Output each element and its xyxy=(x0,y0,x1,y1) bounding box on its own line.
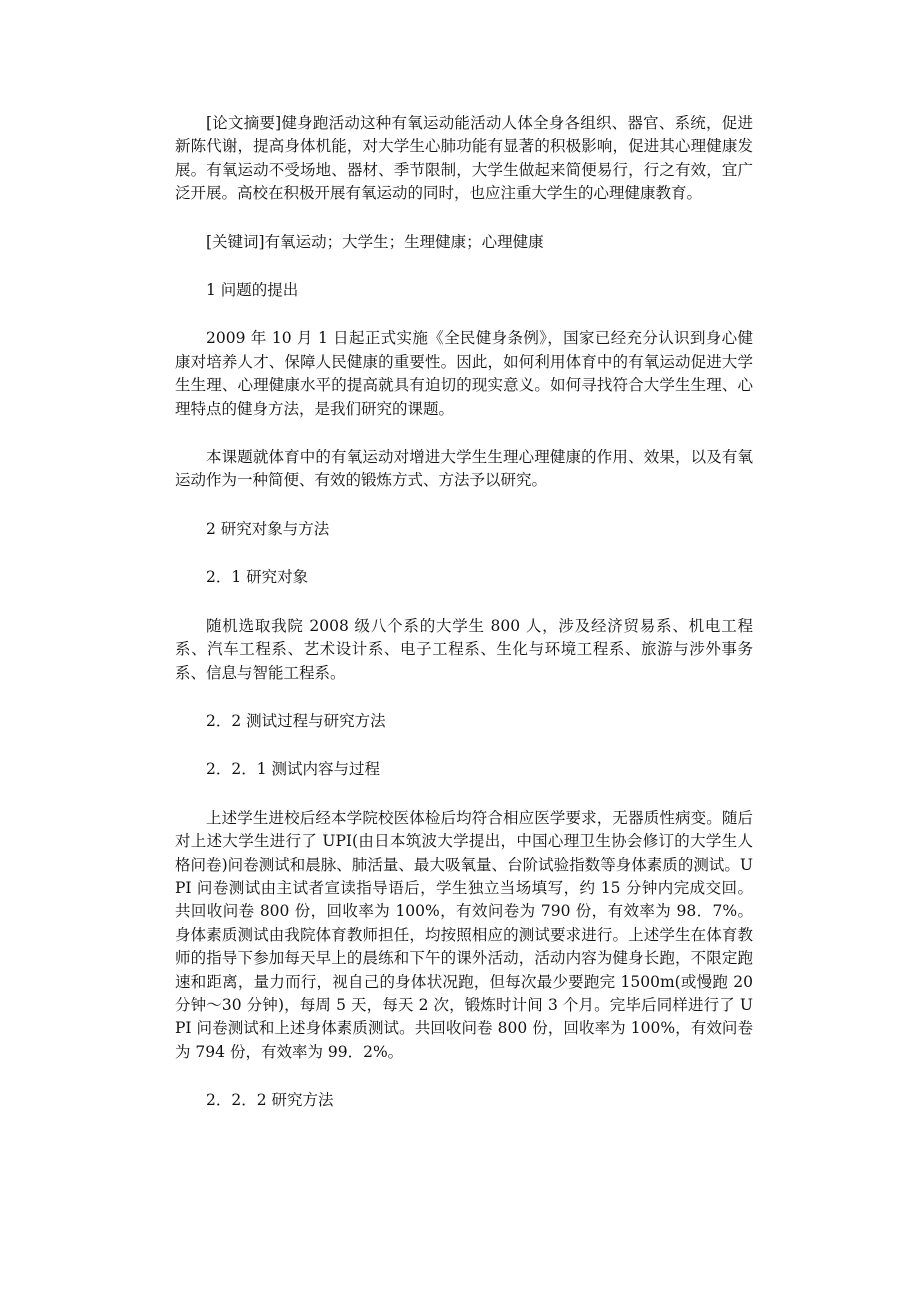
document-body xyxy=(175,112,753,1113)
section-2-1-paragraph: 随机选取我院 2008 级八个系的大学生 800 人，涉及经济贸易系、机电工程系、汽车工程系、艺术设计系、电子工程系、生化与环境工程系、旅游与涉外事务系、信息与智能工程系。 xyxy=(175,616,753,682)
section-1-paragraph-2: 本课题就体育中的有氧运动对增进大学生生理心理健康的作用、效果，以及有氧运动作为一种简便、有效的锻炼方式、方法予以研究。 xyxy=(175,448,753,490)
section-2-heading: 2 研究对象与方法 xyxy=(206,519,330,538)
section-1-paragraph-1: 2009 年 10 月 1 日起正式实施《全民健身条例》，国家已经充分认识到身心健康对培养人才、保障人民健康的重要性。因此，如何利用体育中的有氧运动促进大学生生理、心理健康水平的提高就具有迫切的现实意义。如何寻找符合大学生生理、心理特点的健身方法，是我们研究的课题。 xyxy=(175,329,753,418)
abstract-paragraph: [论文摘要]健身跑活动这种有氧运动能活动人体全身各组织、器官、系统，促进新陈代谢，提高身体机能，对大学生心肺功能有显著的积极影响，促进其心理健康发展。有氧运动不受场地、器材、季节限制，大学生做起来简便易行，行之有效，宜广泛开展。高校在积极开展有氧运动的同时，也应注重大学生的心理健康教育。 xyxy=(175,114,753,203)
section-2-1-heading: 2．1 研究对象 xyxy=(206,568,309,587)
section-1-heading: 1 问题的提出 xyxy=(206,281,299,300)
keywords-paragraph: [关键词]有氧运动；大学生；生理健康；心理健康 xyxy=(206,232,544,251)
section-2-2-1-heading: 2．2．1 测试内容与过程 xyxy=(206,760,381,779)
section-2-2-1-paragraph: 上述学生进校后经本学院校医体检后均符合相应医学要求，无器质性病变。随后对上述大学生进行了 UPI(由日本筑波大学提出，中国心理卫生协会修订的大学生人格问卷)问卷测试和晨脉、肺活量、最大吸氧量、台阶试验指数等身体素质的测试。UPI 问卷测试由主试者宣读指导语后，学生独立当场填写，约 15 分钟内完成交回。共回收问卷 800 份，回收率为 100%，有效问卷为 790 份，有效率为 98．7%。身体素质测试由我院体育教师担任，均按照相应的测试要求进行。上述学生在体育教师的指导下参加每天早上的晨练和下午的课外活动，活动内容为健身长跑，不限定跑速和距离，量力而行，视自己的身体状况跑，但每次最少要跑完 1500m(或慢跑 20 分钟～30 分钟)，每周 5 天，每天 2 次，锻炼时计间 3 个月。完毕后同样进行了 UPI 问卷测试和上述身体素质测试。共回收问卷 800 份，回收率为 100%，有效问卷为 794 份，有效率为 99．2%。 xyxy=(175,808,753,1061)
section-2-2-heading: 2．2 测试过程与研究方法 xyxy=(206,711,386,730)
section-2-2-2-heading: 2．2．2 研究方法 xyxy=(206,1091,334,1110)
